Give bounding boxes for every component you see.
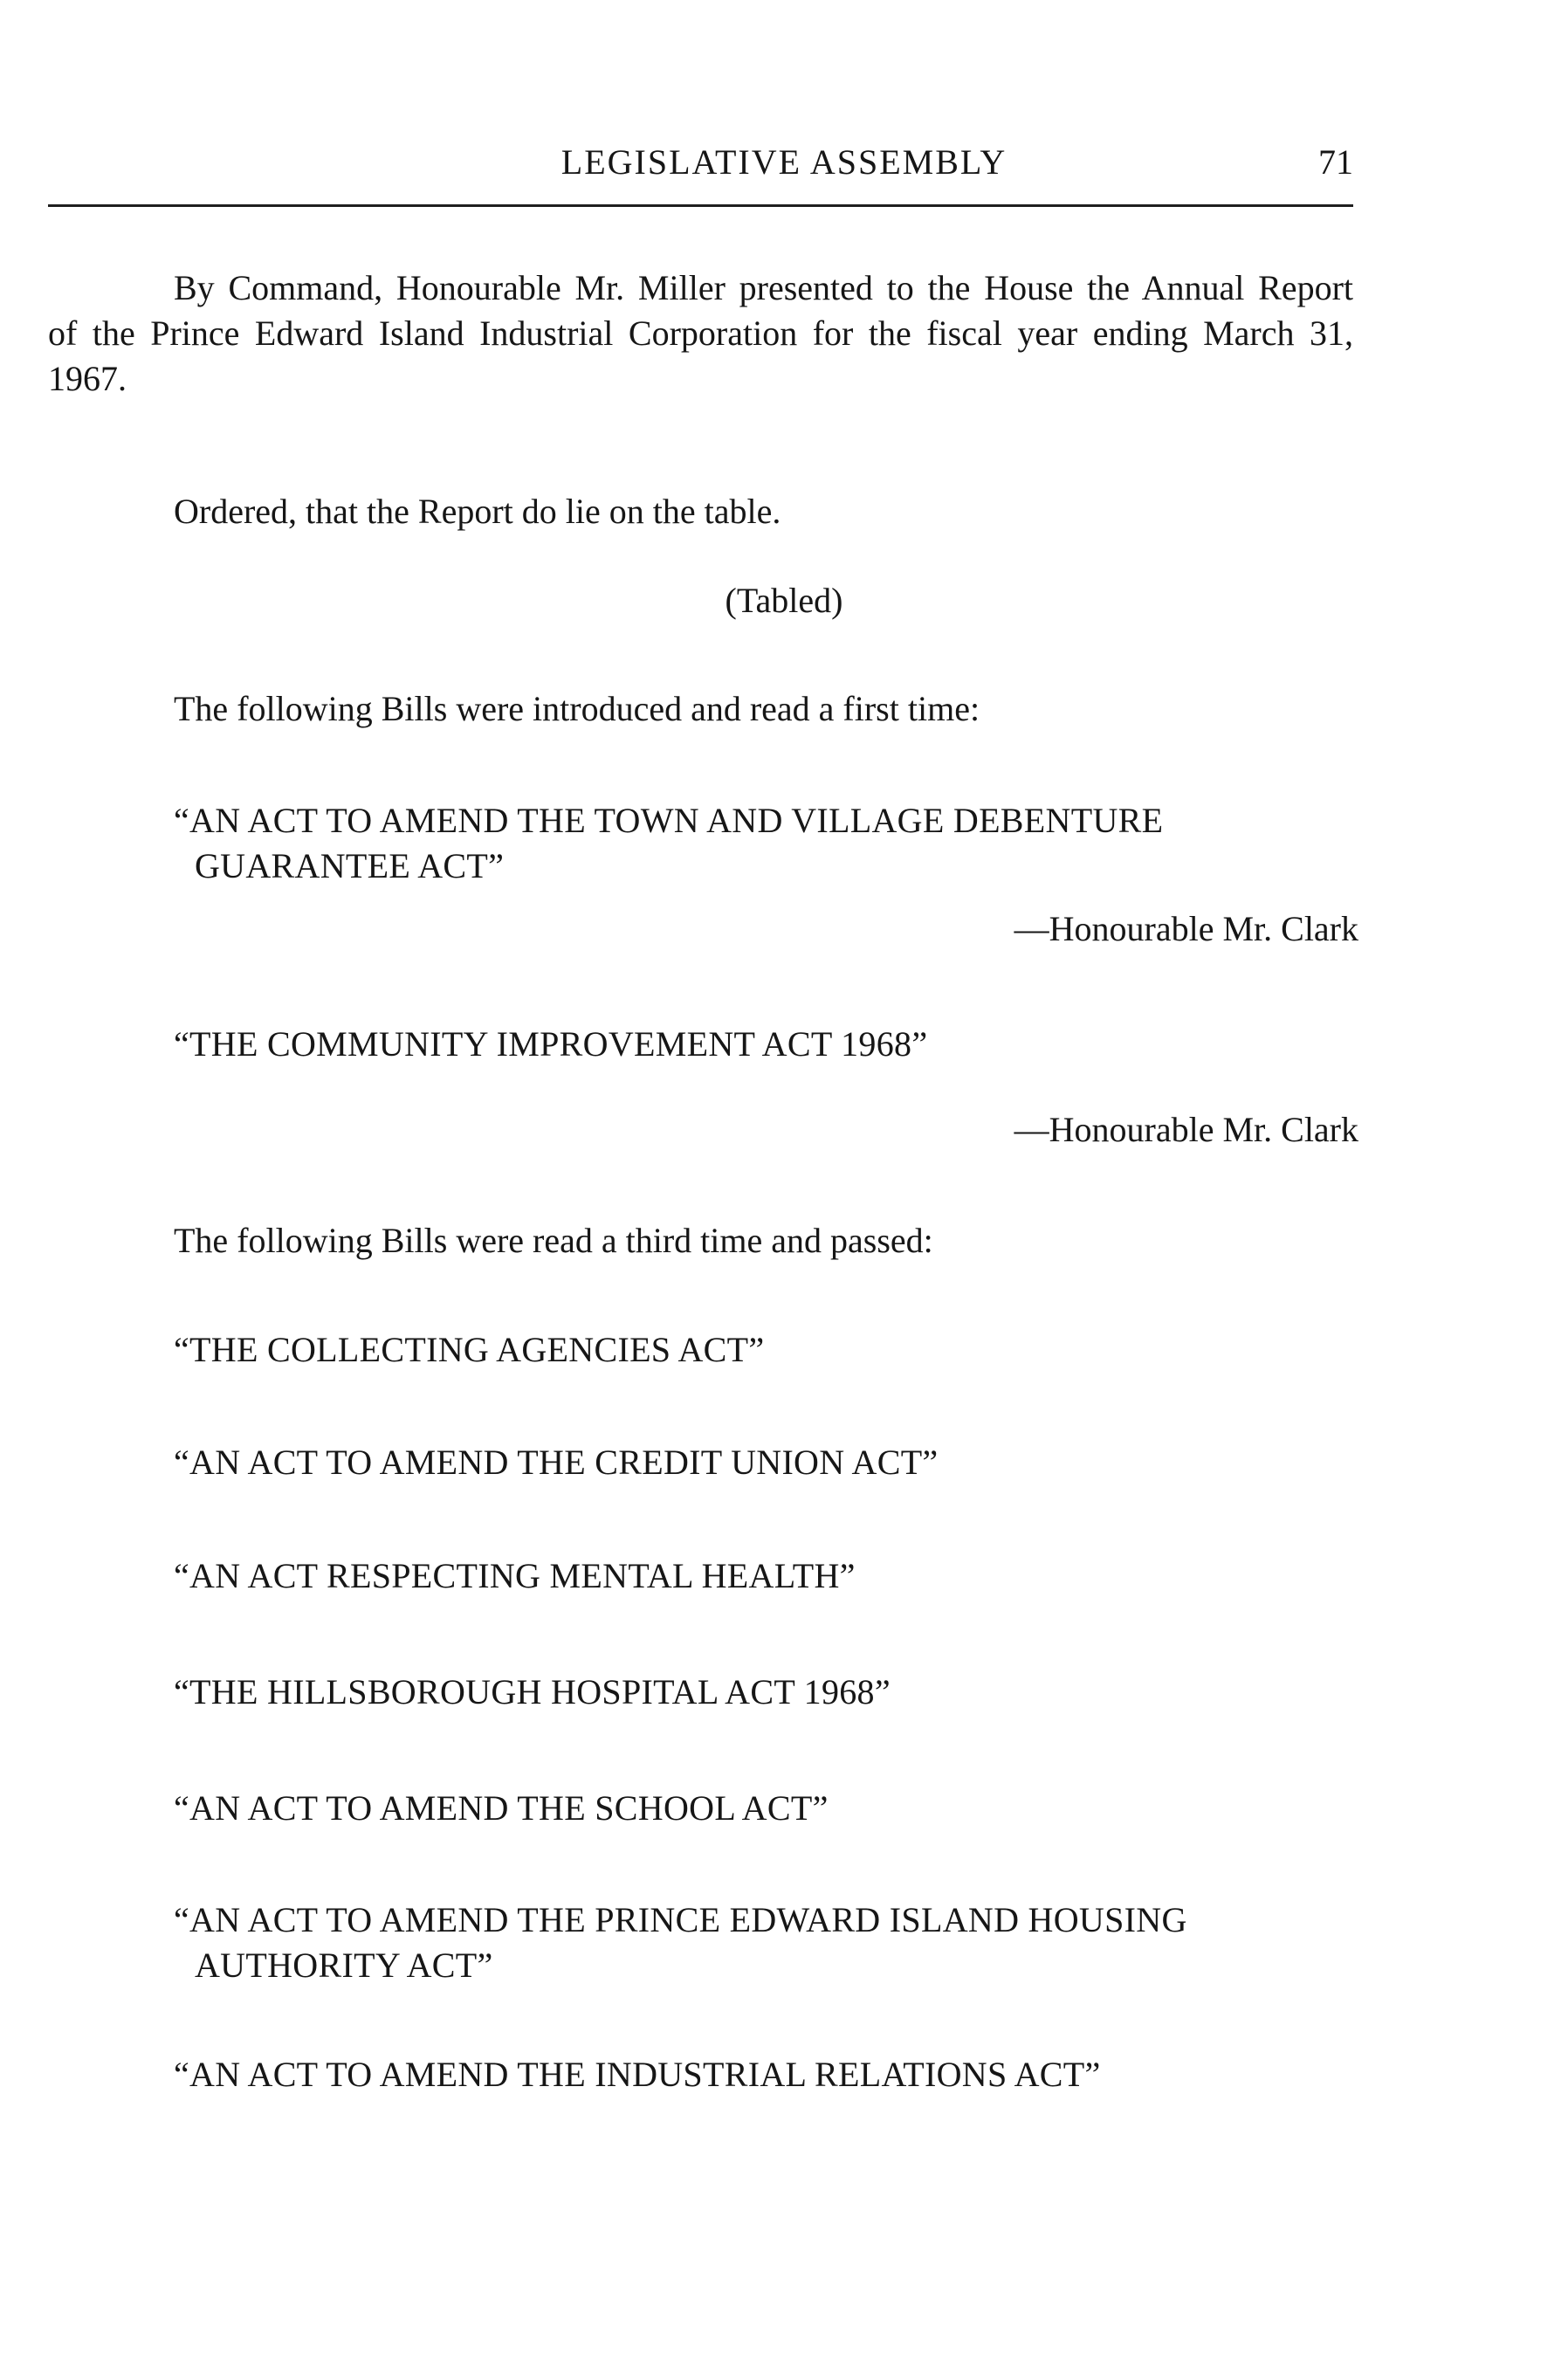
first-reading-bill-sponsor: —Honourable Mr. Clark xyxy=(1014,909,1358,948)
first-reading-bill-sponsor: —Honourable Mr. Clark xyxy=(1014,1110,1358,1149)
third-reading-bill: “AN ACT TO AMEND THE INDUSTRIAL RELATIONS ACT” xyxy=(174,2055,1101,2094)
ordered-line: Ordered, that the Report do lie on the table. xyxy=(174,492,781,531)
third-reading-bill: “AN ACT TO AMEND THE PRINCE EDWARD ISLAND HOUSING AUTHORITY ACT” xyxy=(174,1900,1187,1985)
running-header-title: LEGISLATIVE ASSEMBLY xyxy=(560,142,1008,182)
header-rule xyxy=(48,204,1353,207)
third-reading-bill: “AN ACT TO AMEND THE CREDIT UNION ACT” xyxy=(174,1443,939,1482)
third-reading-bill: “THE COLLECTING AGENCIES ACT” xyxy=(174,1330,765,1369)
third-reading-intro: The following Bills were read a third time and passed: xyxy=(174,1221,933,1260)
command-paragraph-text: By Command, Honourable Mr. Miller presented to the House the Annual Report of the Prince Edward Island Industrial Corporation for the fiscal year ending March 31, 1967. xyxy=(48,268,1353,398)
third-reading-bill: “AN ACT TO AMEND THE SCHOOL ACT” xyxy=(174,1788,829,1828)
tabled-note: (Tabled) xyxy=(725,581,843,620)
first-reading-bill-title: “THE COMMUNITY IMPROVEMENT ACT 1968” xyxy=(174,1024,928,1064)
third-reading-bill: “AN ACT RESPECTING MENTAL HEALTH” xyxy=(174,1556,856,1595)
third-reading-bill: “THE HILLSBOROUGH HOSPITAL ACT 1968” xyxy=(174,1672,891,1711)
page-number: 71 xyxy=(1318,142,1353,182)
first-reading-intro: The following Bills were introduced and read a first time: xyxy=(174,689,980,728)
first-reading-bill-title: “AN ACT TO AMEND THE TOWN AND VILLAGE DEBENTURE GUARANTEE ACT” xyxy=(174,801,1164,885)
command-paragraph xyxy=(48,265,1353,402)
